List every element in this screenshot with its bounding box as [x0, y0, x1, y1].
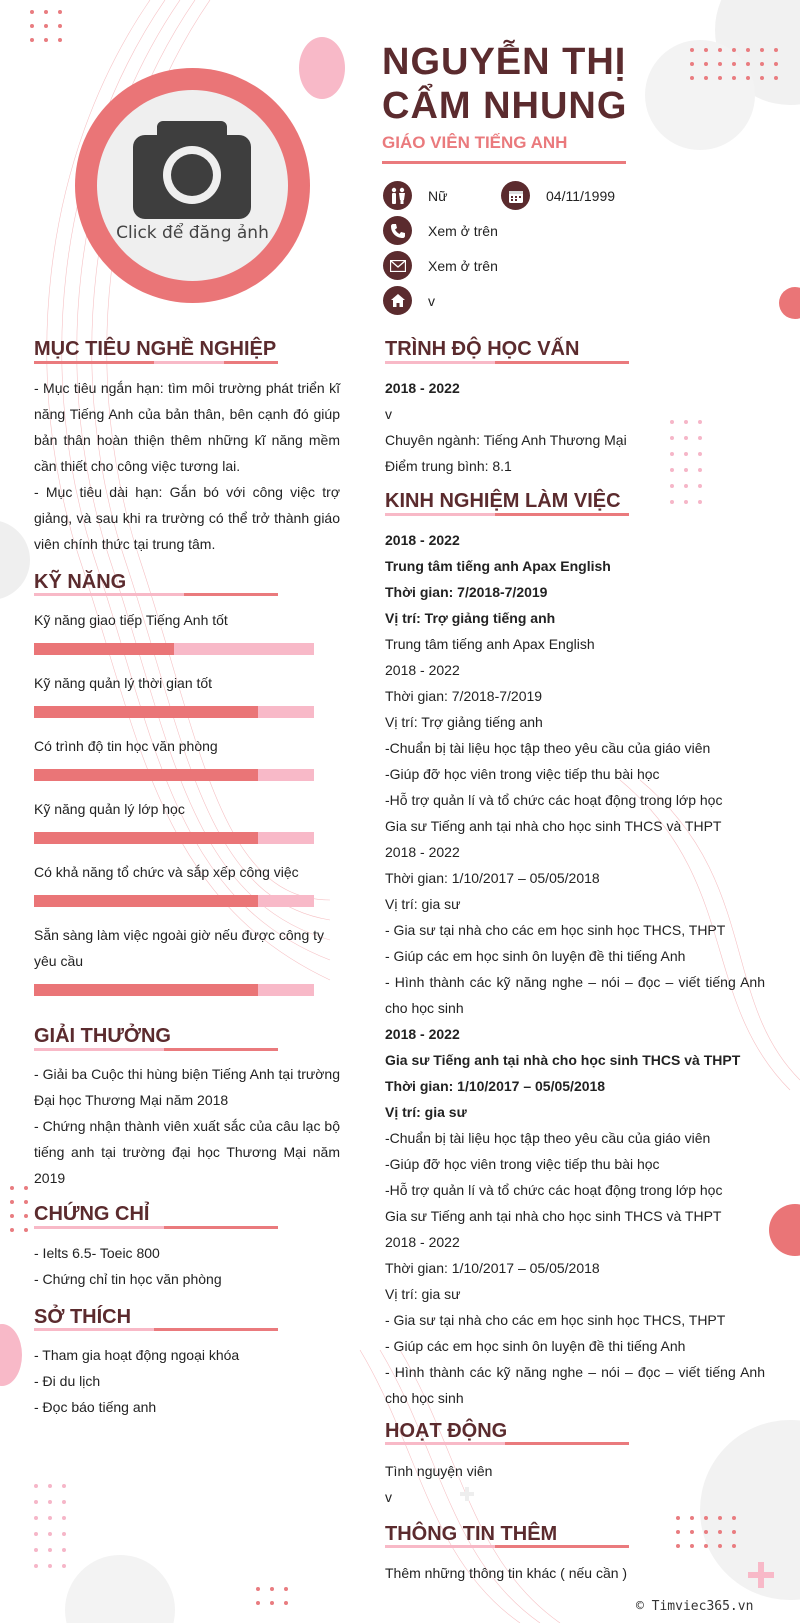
certificate-item: - Chứng chỉ tin học văn phòng — [34, 1271, 222, 1287]
education-school: v — [385, 406, 392, 422]
home-icon — [383, 286, 412, 315]
skill-bar — [34, 832, 314, 844]
title-underline — [382, 161, 626, 164]
dot-pattern — [34, 1484, 66, 1568]
dot-pattern — [10, 1186, 28, 1232]
certificate-item: - Ielts 6.5- Toeic 800 — [34, 1245, 160, 1261]
skill-bar-fill — [34, 984, 258, 996]
skill-label: Kỹ năng quản lý thời gian tốt — [34, 675, 213, 691]
experience-line: Vị trí: gia sư — [385, 1104, 467, 1120]
education-block — [385, 375, 765, 479]
experience-line: Vị trí: Trợ giảng tiếng anh — [385, 714, 543, 730]
activities-list — [385, 1458, 765, 1510]
experience-line: - Gia sư tại nhà cho các em học sinh học THCS, THPT — [385, 1312, 726, 1328]
section-underline — [34, 1226, 278, 1229]
certificates-heading: CHỨNG CHỈ — [34, 1203, 150, 1225]
experience-list — [385, 527, 765, 1411]
section-underline — [385, 361, 629, 364]
education-gpa: Điểm trung bình: 8.1 — [385, 458, 512, 474]
section-underline — [385, 1545, 629, 1548]
skill-bar — [34, 643, 314, 655]
skill-bar — [34, 984, 314, 996]
experience-line: -Giúp đỡ học viên trong việc tiếp thu bài học — [385, 766, 660, 782]
education-heading: TRÌNH ĐỘ HỌC VẤN — [385, 338, 580, 360]
experience-line: Thời gian: 7/2018-7/2019 — [385, 688, 543, 704]
experience-line: -Hỗ trợ quản lí và tổ chức các hoạt động trong lớp học — [385, 792, 723, 808]
experience-line: Vị trí: Trợ giảng tiếng anh — [385, 610, 556, 626]
activity-item: v — [385, 1489, 392, 1505]
awards-heading: GIẢI THƯỞNG — [34, 1025, 171, 1047]
phone-icon — [383, 216, 412, 245]
certificates-list — [34, 1240, 340, 1292]
section-underline — [385, 513, 629, 516]
experience-line: Vị trí: gia sư — [385, 896, 461, 912]
gender-row — [383, 181, 447, 210]
experience-line: Gia sư Tiếng anh tại nhà cho học sinh THCS và THPT — [385, 1208, 722, 1224]
gender-value: Nữ — [428, 187, 448, 204]
experience-line: - Hình thành các kỹ năng nghe – nói – đọc – viết tiếng Anh cho học sinh — [385, 974, 765, 1016]
experience-line: - Giúp các em học sinh ôn luyện đề thi tiếng Anh — [385, 1338, 686, 1354]
section-underline — [34, 593, 278, 596]
objective-text — [34, 375, 340, 557]
skill-label: Có khả năng tổ chức và sắp xếp công việc — [34, 864, 299, 880]
section-underline — [34, 1328, 278, 1331]
hobby-item: - Đi du lịch — [34, 1373, 101, 1389]
skill-label: Sẵn sàng làm việc ngoài giờ nếu được công ty yêu cầu — [34, 927, 325, 969]
skill-label: Kỹ năng quản lý lớp học — [34, 801, 185, 817]
job-title: GIÁO VIÊN TIẾNG ANH — [382, 133, 568, 152]
experience-line: Gia sư Tiếng anh tại nhà cho học sinh THCS và THPT — [385, 818, 722, 834]
extra-info-text: Thêm những thông tin khác ( nếu cần ) — [385, 1565, 628, 1581]
dot-pattern — [256, 1587, 288, 1605]
experience-line: Thời gian: 7/2018-7/2019 — [385, 584, 548, 600]
experience-line: -Chuẩn bị tài liệu học tập theo yêu cầu của giáo viên — [385, 740, 711, 756]
experience-line: 2018 - 2022 — [385, 662, 460, 678]
email-row — [383, 251, 498, 280]
experience-line: Trung tâm tiếng anh Apax English — [385, 636, 595, 652]
birthday-value: 04/11/1999 — [546, 187, 616, 204]
objective-heading: MỤC TIÊU NGHỀ NGHIỆP — [34, 338, 277, 360]
email-value: Xem ở trên — [428, 257, 498, 274]
skill-bar-fill — [34, 895, 258, 907]
skill-label: Kỹ năng giao tiếp Tiếng Anh tốt — [34, 612, 228, 628]
skill-bar-fill — [34, 832, 258, 844]
extra-info-heading: THÔNG TIN THÊM — [385, 1523, 558, 1545]
education-period: 2018 - 2022 — [385, 380, 460, 396]
camera-icon[interactable] — [133, 117, 251, 219]
experience-line: Thời gian: 1/10/2017 – 05/05/2018 — [385, 1078, 606, 1094]
experience-line: 2018 - 2022 — [385, 532, 460, 548]
experience-line: - Gia sư tại nhà cho các em học sinh học THCS, THPT — [385, 922, 726, 938]
experience-line: Thời gian: 1/10/2017 – 05/05/2018 — [385, 1260, 600, 1276]
dot-pattern — [30, 10, 62, 42]
section-underline — [34, 361, 278, 364]
experience-line: Trung tâm tiếng anh Apax English — [385, 558, 611, 574]
address-row — [383, 286, 435, 315]
hobbies-heading: SỞ THÍCH — [34, 1306, 132, 1328]
skills-heading: KỸ NĂNG — [34, 571, 127, 593]
dot-pattern — [676, 1516, 736, 1548]
awards-list — [34, 1061, 340, 1191]
skill-bar-fill — [34, 769, 258, 781]
experience-line: -Giúp đỡ học viên trong việc tiếp thu bài học — [385, 1156, 660, 1172]
award-item: - Giải ba Cuộc thi hùng biện Tiếng Anh tại trường Đại học Thương Mại năm 2018 — [34, 1066, 340, 1108]
experience-line: 2018 - 2022 — [385, 1234, 460, 1250]
activities-heading: HOẠT ĐỘNG — [385, 1420, 508, 1442]
hobby-item: - Đọc báo tiếng anh — [34, 1399, 157, 1415]
experience-line: - Hình thành các kỹ năng nghe – nói – đọc – viết tiếng Anh cho học sinh — [385, 1364, 765, 1406]
experience-line: 2018 - 2022 — [385, 1026, 460, 1042]
award-item: - Chứng nhận thành viên xuất sắc của câu lạc bộ tiếng anh tại trường đại học Thương Mại năm 2019 — [34, 1118, 340, 1186]
experience-line: - Giúp các em học sinh ôn luyện đề thi tiếng Anh — [385, 948, 686, 964]
experience-line: -Hỗ trợ quản lí và tổ chức các hoạt động trong lớp học — [385, 1182, 723, 1198]
candidate-name: NGUYỄN THỊ CẨM NHUNG — [382, 41, 628, 127]
hobby-item: - Tham gia hoạt động ngoại khóa — [34, 1347, 240, 1363]
section-underline — [34, 1048, 278, 1051]
experience-line: 2018 - 2022 — [385, 844, 460, 860]
skill-bar — [34, 895, 314, 907]
birthday-row — [501, 181, 615, 210]
hobbies-list — [34, 1342, 340, 1420]
skill-label: Có trình độ tin học văn phòng — [34, 738, 218, 754]
calendar-icon — [501, 181, 530, 210]
skill-bar — [34, 706, 314, 718]
activity-item: Tình nguyện viên — [385, 1463, 493, 1479]
experience-heading: KINH NGHIỆM LÀM VIỆC — [385, 490, 621, 512]
gender-icon — [383, 181, 412, 210]
experience-line: Thời gian: 1/10/2017 – 05/05/2018 — [385, 870, 600, 886]
address-value: v — [428, 292, 435, 309]
footer-credit: © Timviec365.vn — [636, 1599, 754, 1614]
section-underline — [385, 1442, 629, 1445]
email-icon — [383, 251, 412, 280]
photo-upload-hint[interactable]: Click để đăng ảnh — [116, 223, 269, 243]
skill-bar-fill — [34, 706, 258, 718]
education-major: Chuyên ngành: Tiếng Anh Thương Mại — [385, 432, 627, 448]
skill-bar — [34, 769, 314, 781]
experience-line: Gia sư Tiếng anh tại nhà cho học sinh THCS và THPT — [385, 1052, 741, 1068]
phone-value: Xem ở trên — [428, 222, 498, 239]
objective-long: - Mục tiêu dài hạn: Gắn bó với công việc trợ giảng, và sau khi ra trường có thể trở thành giáo viên chính thức tại trung tâm. — [34, 484, 340, 552]
objective-short: - Mục tiêu ngắn hạn: tìm môi trường phát triển kĩ năng Tiếng Anh của bản thân, bên cạnh đó giúp bản thân hoàn thiện thêm những kĩ năng mềm cần thiết cho công việc tương lai. — [34, 380, 340, 474]
experience-line: -Chuẩn bị tài liệu học tập theo yêu cầu của giáo viên — [385, 1130, 711, 1146]
phone-row — [383, 216, 498, 245]
skill-bar-fill — [34, 643, 174, 655]
experience-line: Vị trí: gia sư — [385, 1286, 461, 1302]
